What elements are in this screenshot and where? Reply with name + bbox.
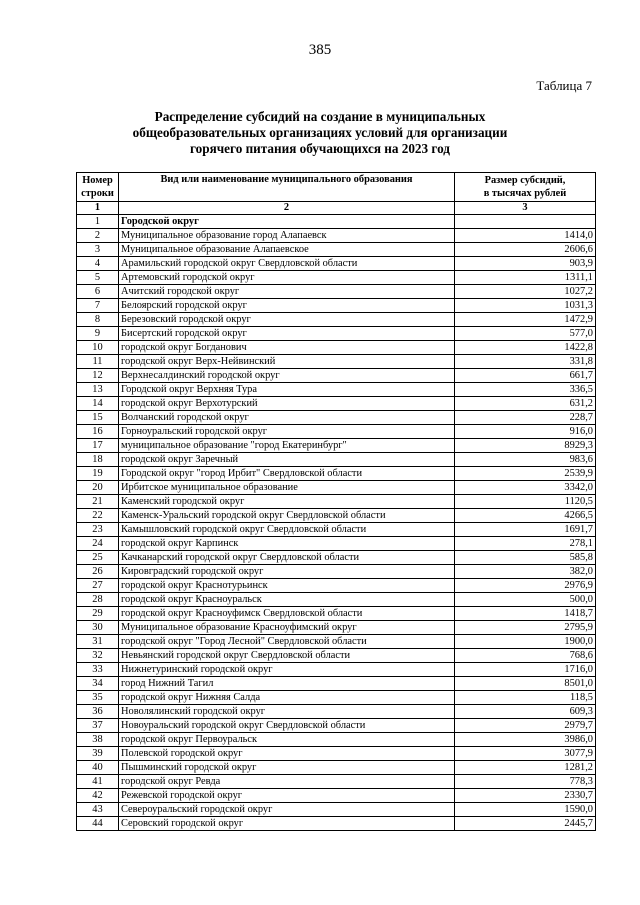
row-number: 33	[77, 663, 119, 677]
row-number: 9	[77, 327, 119, 341]
row-number: 39	[77, 747, 119, 761]
row-number: 25	[77, 551, 119, 565]
subsidy-amount: 2795,9	[455, 621, 596, 635]
subsidy-amount: 1027,2	[455, 285, 596, 299]
table-row	[77, 621, 596, 635]
subsidy-amount: 609,3	[455, 705, 596, 719]
header-subsidy-line1: Размер субсидий,	[484, 175, 566, 186]
row-number: 18	[77, 453, 119, 467]
subsidy-amount: 2330,7	[455, 789, 596, 803]
municipality-name: Камышловский городской округ Свердловской области	[119, 523, 455, 537]
municipality-name: городской округ Карпинск	[119, 537, 455, 551]
table-label: Таблица 7	[536, 78, 592, 93]
municipality-name: городской округ Нижняя Салда	[119, 691, 455, 705]
row-number: 16	[77, 425, 119, 439]
table-row	[77, 677, 596, 691]
municipality-name: Новоуральский городской округ Свердловской области	[119, 719, 455, 733]
municipality-name: Верхнесалдинский городской округ	[119, 369, 455, 383]
municipality-name: Муниципальное образование город Алапаевск	[119, 229, 455, 243]
municipality-name: Березовский городской округ	[119, 313, 455, 327]
row-number: 42	[77, 789, 119, 803]
municipality-name: городской округ Первоуральск	[119, 733, 455, 747]
municipality-name: Новолялинский городской округ	[119, 705, 455, 719]
table-row	[77, 439, 596, 453]
table-row	[77, 397, 596, 411]
municipality-name: городской округ Ревда	[119, 775, 455, 789]
subsidy-amount: 3342,0	[455, 481, 596, 495]
subsidy-amount: 1311,1	[455, 271, 596, 285]
subsidy-amount: 3077,9	[455, 747, 596, 761]
table-row	[77, 565, 596, 579]
table-row	[77, 803, 596, 817]
table-row	[77, 327, 596, 341]
row-number: 4	[77, 257, 119, 271]
subsidy-amount: 1418,7	[455, 607, 596, 621]
row-number: 23	[77, 523, 119, 537]
municipality-name: Каменский городской округ	[119, 495, 455, 509]
table-header-row	[77, 173, 596, 202]
municipality-name: Артемовский городской округ	[119, 271, 455, 285]
row-number: 5	[77, 271, 119, 285]
municipality-name: городской округ Верхотурский	[119, 397, 455, 411]
subsidy-amount: 382,0	[455, 565, 596, 579]
subsidy-amount: 577,0	[455, 327, 596, 341]
table-row	[77, 607, 596, 621]
table-row	[77, 523, 596, 537]
row-number: 36	[77, 705, 119, 719]
header-row-number-line2: строки	[81, 188, 114, 199]
row-number: 26	[77, 565, 119, 579]
municipality-name: Белоярский городской округ	[119, 299, 455, 313]
municipality-name: Нижнетуринский городской округ	[119, 663, 455, 677]
header-row-number	[77, 173, 119, 202]
header-municipality-label: Вид или наименование муниципального образования	[160, 174, 413, 185]
table-row	[77, 509, 596, 523]
municipality-name: Североуральский городской округ	[119, 803, 455, 817]
table-row	[77, 593, 596, 607]
header-subsidy-amount	[455, 173, 596, 202]
group-row-number: 1	[77, 215, 119, 229]
subsidy-amount: 1590,0	[455, 803, 596, 817]
municipality-name: городской округ Заречный	[119, 453, 455, 467]
municipality-name: муниципальное образование "город Екатеринбург"	[119, 439, 455, 453]
table-row	[77, 635, 596, 649]
title-line-1: Распределение субсидий на создание в муниципальных	[154, 109, 486, 124]
table-row	[77, 229, 596, 243]
table-row	[77, 467, 596, 481]
table-row	[77, 369, 596, 383]
column-number-3: 3	[455, 202, 596, 215]
municipality-name: Арамильский городской округ Свердловской области	[119, 257, 455, 271]
municipality-name: городской округ Красноуральск	[119, 593, 455, 607]
subsidy-amount: 1422,8	[455, 341, 596, 355]
municipality-name: Городской округ "город Ирбит" Свердловской области	[119, 467, 455, 481]
page-number: 385	[308, 42, 332, 58]
subsidy-amount: 336,5	[455, 383, 596, 397]
row-number: 15	[77, 411, 119, 425]
subsidy-amount: 2979,7	[455, 719, 596, 733]
subsidy-amount: 661,7	[455, 369, 596, 383]
municipality-name: Качканарский городской округ Свердловской области	[119, 551, 455, 565]
title-line-2: общеобразовательных организациях условий для организации	[132, 125, 508, 140]
table-row	[77, 579, 596, 593]
table-row	[77, 789, 596, 803]
subsidy-amount: 1691,7	[455, 523, 596, 537]
subsidy-amount: 1716,0	[455, 663, 596, 677]
municipality-name: Кировградский городской округ	[119, 565, 455, 579]
row-number: 22	[77, 509, 119, 523]
table-row	[77, 313, 596, 327]
header-subsidy-line2: в тысячах рублей	[483, 188, 567, 199]
subsidy-amount: 1414,0	[455, 229, 596, 243]
table-row	[77, 411, 596, 425]
subsidy-amount: 916,0	[455, 425, 596, 439]
municipality-name: городской округ Верх-Нейвинский	[119, 355, 455, 369]
table-row	[77, 383, 596, 397]
municipality-name: городской округ Богданович	[119, 341, 455, 355]
row-number: 32	[77, 649, 119, 663]
subsidy-amount: 2976,9	[455, 579, 596, 593]
table-row	[77, 733, 596, 747]
title-line-3: горячего питания обучающихся на 2023 год	[190, 141, 450, 156]
row-number: 34	[77, 677, 119, 691]
row-number: 19	[77, 467, 119, 481]
row-number: 44	[77, 817, 119, 831]
column-number-1: 1	[77, 202, 119, 215]
column-number-row	[77, 202, 596, 215]
subsidy-amount: 983,6	[455, 453, 596, 467]
row-number: 31	[77, 635, 119, 649]
document-title	[100, 109, 540, 157]
row-number: 27	[77, 579, 119, 593]
row-number: 35	[77, 691, 119, 705]
municipality-name: Режевской городской округ	[119, 789, 455, 803]
municipality-name: Бисертский городской округ	[119, 327, 455, 341]
municipality-name: Муниципальное образование Красноуфимский округ	[119, 621, 455, 635]
row-number: 29	[77, 607, 119, 621]
municipality-name: Полевской городской округ	[119, 747, 455, 761]
municipality-name: Невьянский городской округ Свердловской области	[119, 649, 455, 663]
row-number: 10	[77, 341, 119, 355]
table-row	[77, 481, 596, 495]
row-number: 12	[77, 369, 119, 383]
column-number-2: 2	[119, 202, 455, 215]
subsidy-amount: 118,5	[455, 691, 596, 705]
table-row	[77, 257, 596, 271]
subsidy-amount: 2539,9	[455, 467, 596, 481]
table-row	[77, 453, 596, 467]
municipality-name: городской округ "Город Лесной" Свердловской области	[119, 635, 455, 649]
table-row	[77, 663, 596, 677]
row-number: 11	[77, 355, 119, 369]
municipality-name: Ачитский городской округ	[119, 285, 455, 299]
table-row	[77, 495, 596, 509]
municipality-name: городской округ Красноуфимск Свердловской области	[119, 607, 455, 621]
subsidy-amount: 768,6	[455, 649, 596, 663]
subsidy-amount: 3986,0	[455, 733, 596, 747]
row-number: 13	[77, 383, 119, 397]
row-number: 43	[77, 803, 119, 817]
table-row	[77, 271, 596, 285]
table-row	[77, 775, 596, 789]
table-row	[77, 537, 596, 551]
subsidy-amount: 1900,0	[455, 635, 596, 649]
municipality-name: Каменск-Уральский городской округ Свердловской области	[119, 509, 455, 523]
subsidy-amount: 585,8	[455, 551, 596, 565]
row-number: 14	[77, 397, 119, 411]
municipality-name: Волчанский городской округ	[119, 411, 455, 425]
table-row	[77, 551, 596, 565]
subsidy-amount: 1281,2	[455, 761, 596, 775]
row-number: 21	[77, 495, 119, 509]
subsidy-amount: 1031,3	[455, 299, 596, 313]
row-number: 28	[77, 593, 119, 607]
table-row	[77, 691, 596, 705]
subsidy-table	[76, 172, 596, 831]
table-row	[77, 285, 596, 299]
row-number: 3	[77, 243, 119, 257]
subsidy-amount: 331,8	[455, 355, 596, 369]
table-row	[77, 299, 596, 313]
row-number: 37	[77, 719, 119, 733]
row-number: 2	[77, 229, 119, 243]
row-number: 6	[77, 285, 119, 299]
municipality-name: городской округ Краснотурьинск	[119, 579, 455, 593]
row-number: 40	[77, 761, 119, 775]
subsidy-amount: 8929,3	[455, 439, 596, 453]
subsidy-amount: 8501,0	[455, 677, 596, 691]
subsidy-amount: 4266,5	[455, 509, 596, 523]
subsidy-amount: 278,1	[455, 537, 596, 551]
municipality-name: Муниципальное образование Алапаевское	[119, 243, 455, 257]
municipality-name: Серовский городской округ	[119, 817, 455, 831]
subsidy-amount: 228,7	[455, 411, 596, 425]
subsidy-amount: 500,0	[455, 593, 596, 607]
municipality-name: Городской округ Верхняя Тура	[119, 383, 455, 397]
table-row	[77, 719, 596, 733]
table-row	[77, 355, 596, 369]
table-row	[77, 817, 596, 831]
subsidy-amount: 903,9	[455, 257, 596, 271]
header-row-number-line1: Номер	[82, 175, 113, 186]
row-number: 30	[77, 621, 119, 635]
header-municipality	[119, 173, 455, 202]
group-row-label: Городской округ	[119, 215, 455, 229]
row-number: 20	[77, 481, 119, 495]
subsidy-amount: 1472,9	[455, 313, 596, 327]
table-row	[77, 243, 596, 257]
table-row	[77, 747, 596, 761]
row-number: 8	[77, 313, 119, 327]
municipality-name: Горноуральский городской округ	[119, 425, 455, 439]
table-row	[77, 649, 596, 663]
subsidy-amount: 778,3	[455, 775, 596, 789]
table-row	[77, 425, 596, 439]
municipality-name: Пышминский городской округ	[119, 761, 455, 775]
row-number: 41	[77, 775, 119, 789]
row-number: 7	[77, 299, 119, 313]
row-number: 38	[77, 733, 119, 747]
group-row	[77, 215, 596, 229]
municipality-name: город Нижний Тагил	[119, 677, 455, 691]
table-row	[77, 761, 596, 775]
subsidy-amount: 631,2	[455, 397, 596, 411]
table-row	[77, 705, 596, 719]
row-number: 17	[77, 439, 119, 453]
subsidy-amount: 2606,6	[455, 243, 596, 257]
table-row	[77, 341, 596, 355]
row-number: 24	[77, 537, 119, 551]
group-row-value	[455, 215, 596, 229]
subsidy-amount: 1120,5	[455, 495, 596, 509]
municipality-name: Ирбитское муниципальное образование	[119, 481, 455, 495]
subsidy-amount: 2445,7	[455, 817, 596, 831]
